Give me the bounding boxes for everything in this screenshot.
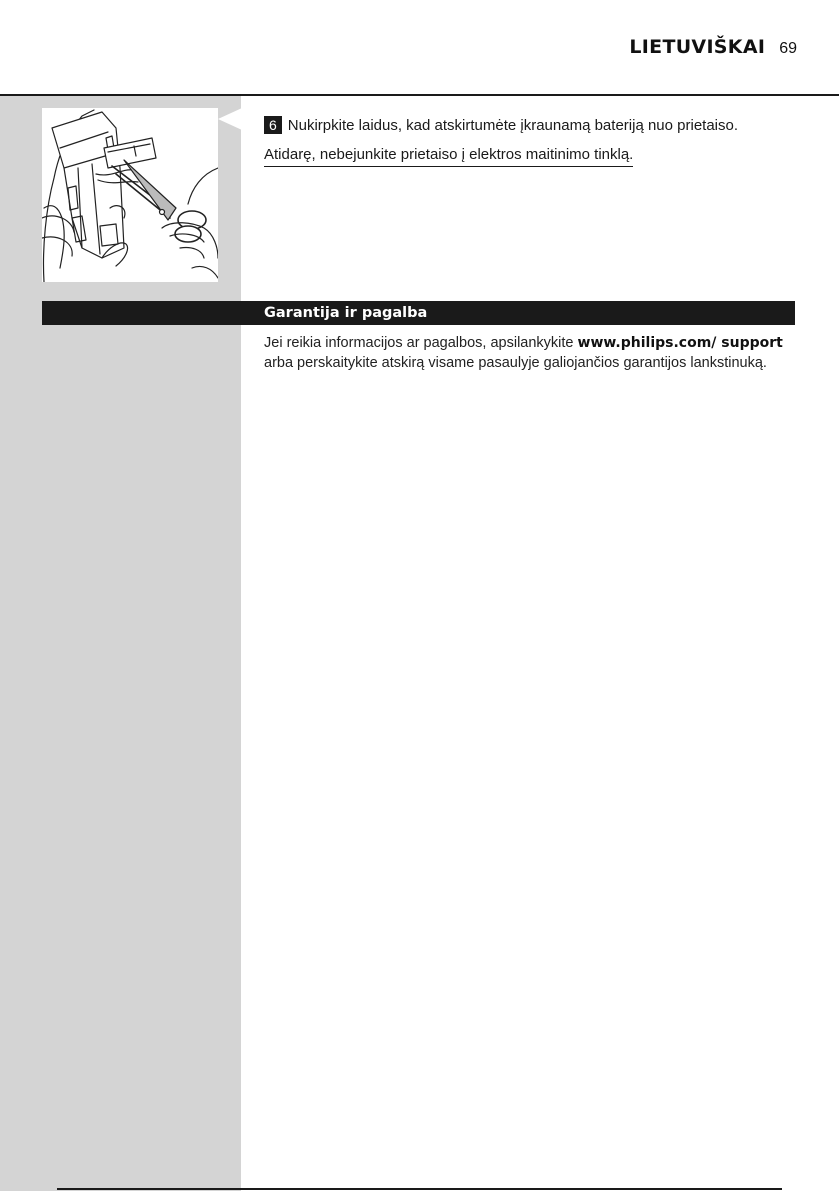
page-number: 69 bbox=[779, 40, 797, 57]
support-link[interactable]: www.philips.com/ support bbox=[577, 335, 783, 351]
page-header bbox=[629, 36, 797, 68]
step-instruction bbox=[264, 116, 738, 136]
header-language-title: LIETUVIŠKAI bbox=[629, 36, 766, 58]
warning-note: Atidarę, nebejunkite prietaiso į elektros maitinimo tinklą. bbox=[264, 145, 633, 167]
step-text: Nukirpkite laidus, kad atskirtumėte įkraunamą bateriją nuo prietaiso. bbox=[287, 117, 739, 134]
paragraph-text-after: arba perskaitykite atskirą visame pasaulyje galiojančios garantijos lankstinuką. bbox=[264, 355, 767, 371]
section-paragraph bbox=[264, 333, 794, 373]
step-number-badge: 6 bbox=[264, 116, 282, 134]
paragraph-text-before: Jei reikia informacijos ar pagalbos, apsilankykite bbox=[264, 335, 578, 351]
scissors-cutting-wires-illustration bbox=[42, 108, 218, 282]
pointer-arrow-icon bbox=[218, 108, 242, 130]
footer-rule bbox=[57, 1188, 782, 1190]
section-heading: Garantija ir pagalba bbox=[264, 305, 428, 321]
